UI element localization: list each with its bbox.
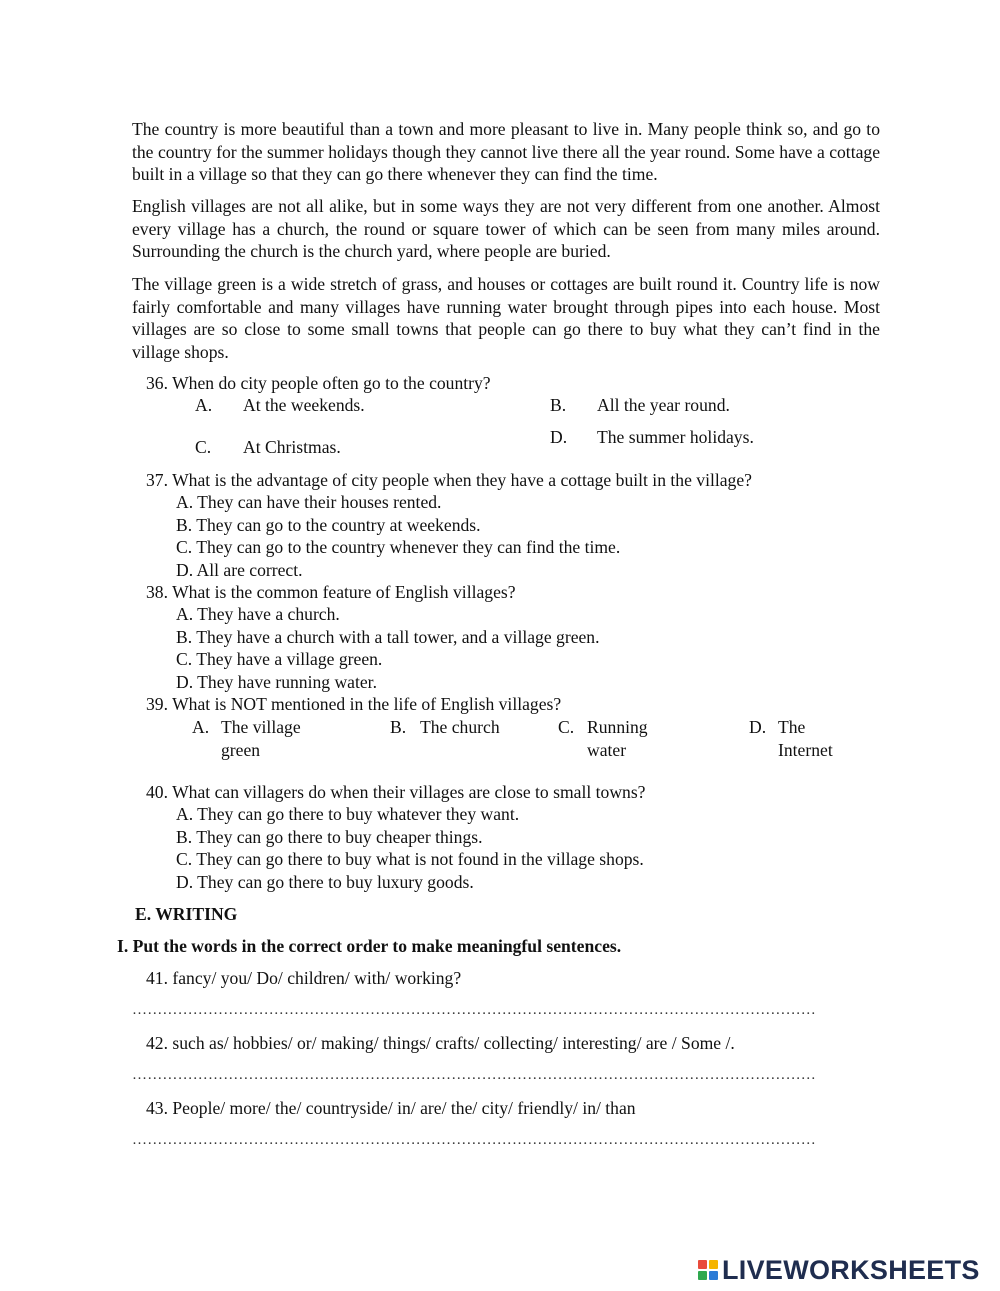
q39-option-d-line2[interactable]: Internet <box>778 740 833 760</box>
section-heading-writing: E. WRITING <box>135 904 238 924</box>
q39-option-a-line2[interactable]: green <box>221 740 261 760</box>
question-41: 41. fancy/ you/ Do/ children/ with/ working? <box>146 968 462 988</box>
q37-option-b[interactable]: B. They can go to the country at weekends. <box>176 515 481 535</box>
question-37: 37. What is the advantage of city people when they have a cottage built in the village? <box>146 470 752 490</box>
q40-option-b[interactable]: B. They can go there to buy cheaper things. <box>176 827 483 847</box>
question-38: 38. What is the common feature of English villages? <box>146 582 516 602</box>
q39-option-c-letter: C. <box>558 717 575 737</box>
q39-option-a-letter: A. <box>192 717 210 737</box>
liveworksheets-logo <box>698 1255 980 1285</box>
answer-line-41[interactable]: ……………………………………………………………………………………………………………………… <box>132 1002 816 1018</box>
q36-option-a[interactable]: At the weekends. <box>243 395 365 415</box>
q39-option-a[interactable]: The village <box>221 717 301 737</box>
logo-block-2 <box>709 1260 718 1269</box>
q40-option-a[interactable]: A. They can go there to buy whatever they want. <box>176 804 520 824</box>
answer-line-42[interactable]: ……………………………………………………………………………………………………………………… <box>132 1067 816 1083</box>
q37-option-d[interactable]: D. All are correct. <box>176 560 303 580</box>
passage-paragraph-3: The village green is a wide stretch of grass, and houses or cottages are built round it. Country life is now fairly comfortable and many villages have running water brought through pipes into each house. Most villages are so close to some small towns that people can go there to buy what they can’t find in the village shops. <box>132 274 880 362</box>
q40-option-d[interactable]: D. They can go there to buy luxury goods. <box>176 872 474 892</box>
q37-option-c[interactable]: C. They can go to the country whenever they can find the time. <box>176 537 621 557</box>
logo-block-1 <box>698 1260 707 1269</box>
question-39: 39. What is NOT mentioned in the life of English villages? <box>146 694 562 714</box>
q36-option-b[interactable]: All the year round. <box>597 395 730 415</box>
q36-option-a-letter: A. <box>195 395 213 415</box>
answer-line-43[interactable]: ……………………………………………………………………………………………………………………… <box>132 1132 816 1148</box>
q36-option-d[interactable]: The summer holidays. <box>597 427 754 447</box>
q39-option-d[interactable]: The <box>778 717 806 737</box>
q38-option-a[interactable]: A. They have a church. <box>176 604 340 624</box>
question-43: 43. People/ more/ the/ countryside/ in/ are/ the/ city/ friendly/ in/ than <box>146 1098 636 1118</box>
logo-text: LIVEWORKSHEETS <box>722 1254 980 1285</box>
q38-option-c[interactable]: C. They have a village green. <box>176 649 383 669</box>
passage-paragraph-2: English villages are not all alike, but in some ways they are not very different from one another. Almost every village has a church, the round or square tower of which can be seen from many miles around. Surrounding the church is the church yard, where people are buried. <box>132 196 880 261</box>
question-40: 40. What can villagers do when their villages are close to small towns? <box>146 782 646 802</box>
question-36: 36. When do city people often go to the country? <box>146 373 491 393</box>
q36-option-b-letter: B. <box>550 395 567 415</box>
question-42: 42. such as/ hobbies/ or/ making/ things/ crafts/ collecting/ interesting/ are / Some /. <box>146 1033 735 1053</box>
q38-option-d[interactable]: D. They have running water. <box>176 672 377 692</box>
q39-option-c-line2[interactable]: water <box>587 740 627 760</box>
passage-paragraph-1: The country is more beautiful than a town and more pleasant to live in. Many people think so, and go to the country for the summer holidays though they cannot live there all the year round. Some have a cottage built in a village so that they can go there whenever they can find the time. <box>132 119 880 184</box>
q39-option-d-letter: D. <box>749 717 767 737</box>
logo-block-3 <box>698 1271 707 1280</box>
q36-option-c-letter: C. <box>195 437 212 457</box>
q37-option-a[interactable]: A. They can have their houses rented. <box>176 492 442 512</box>
q36-option-d-letter: D. <box>550 427 568 447</box>
logo-blocks-icon <box>698 1260 718 1280</box>
q38-option-b[interactable]: B. They have a church with a tall tower, and a village green. <box>176 627 600 647</box>
q39-option-b[interactable]: The church <box>420 717 500 737</box>
logo-block-4 <box>709 1271 718 1280</box>
q39-option-c[interactable]: Running <box>587 717 648 737</box>
q36-option-c[interactable]: At Christmas. <box>243 437 341 457</box>
q39-option-b-letter: B. <box>390 717 407 737</box>
q40-option-c[interactable]: C. They can go there to buy what is not found in the village shops. <box>176 849 644 869</box>
writing-instruction: I. Put the words in the correct order to make meaningful sentences. <box>117 936 622 956</box>
